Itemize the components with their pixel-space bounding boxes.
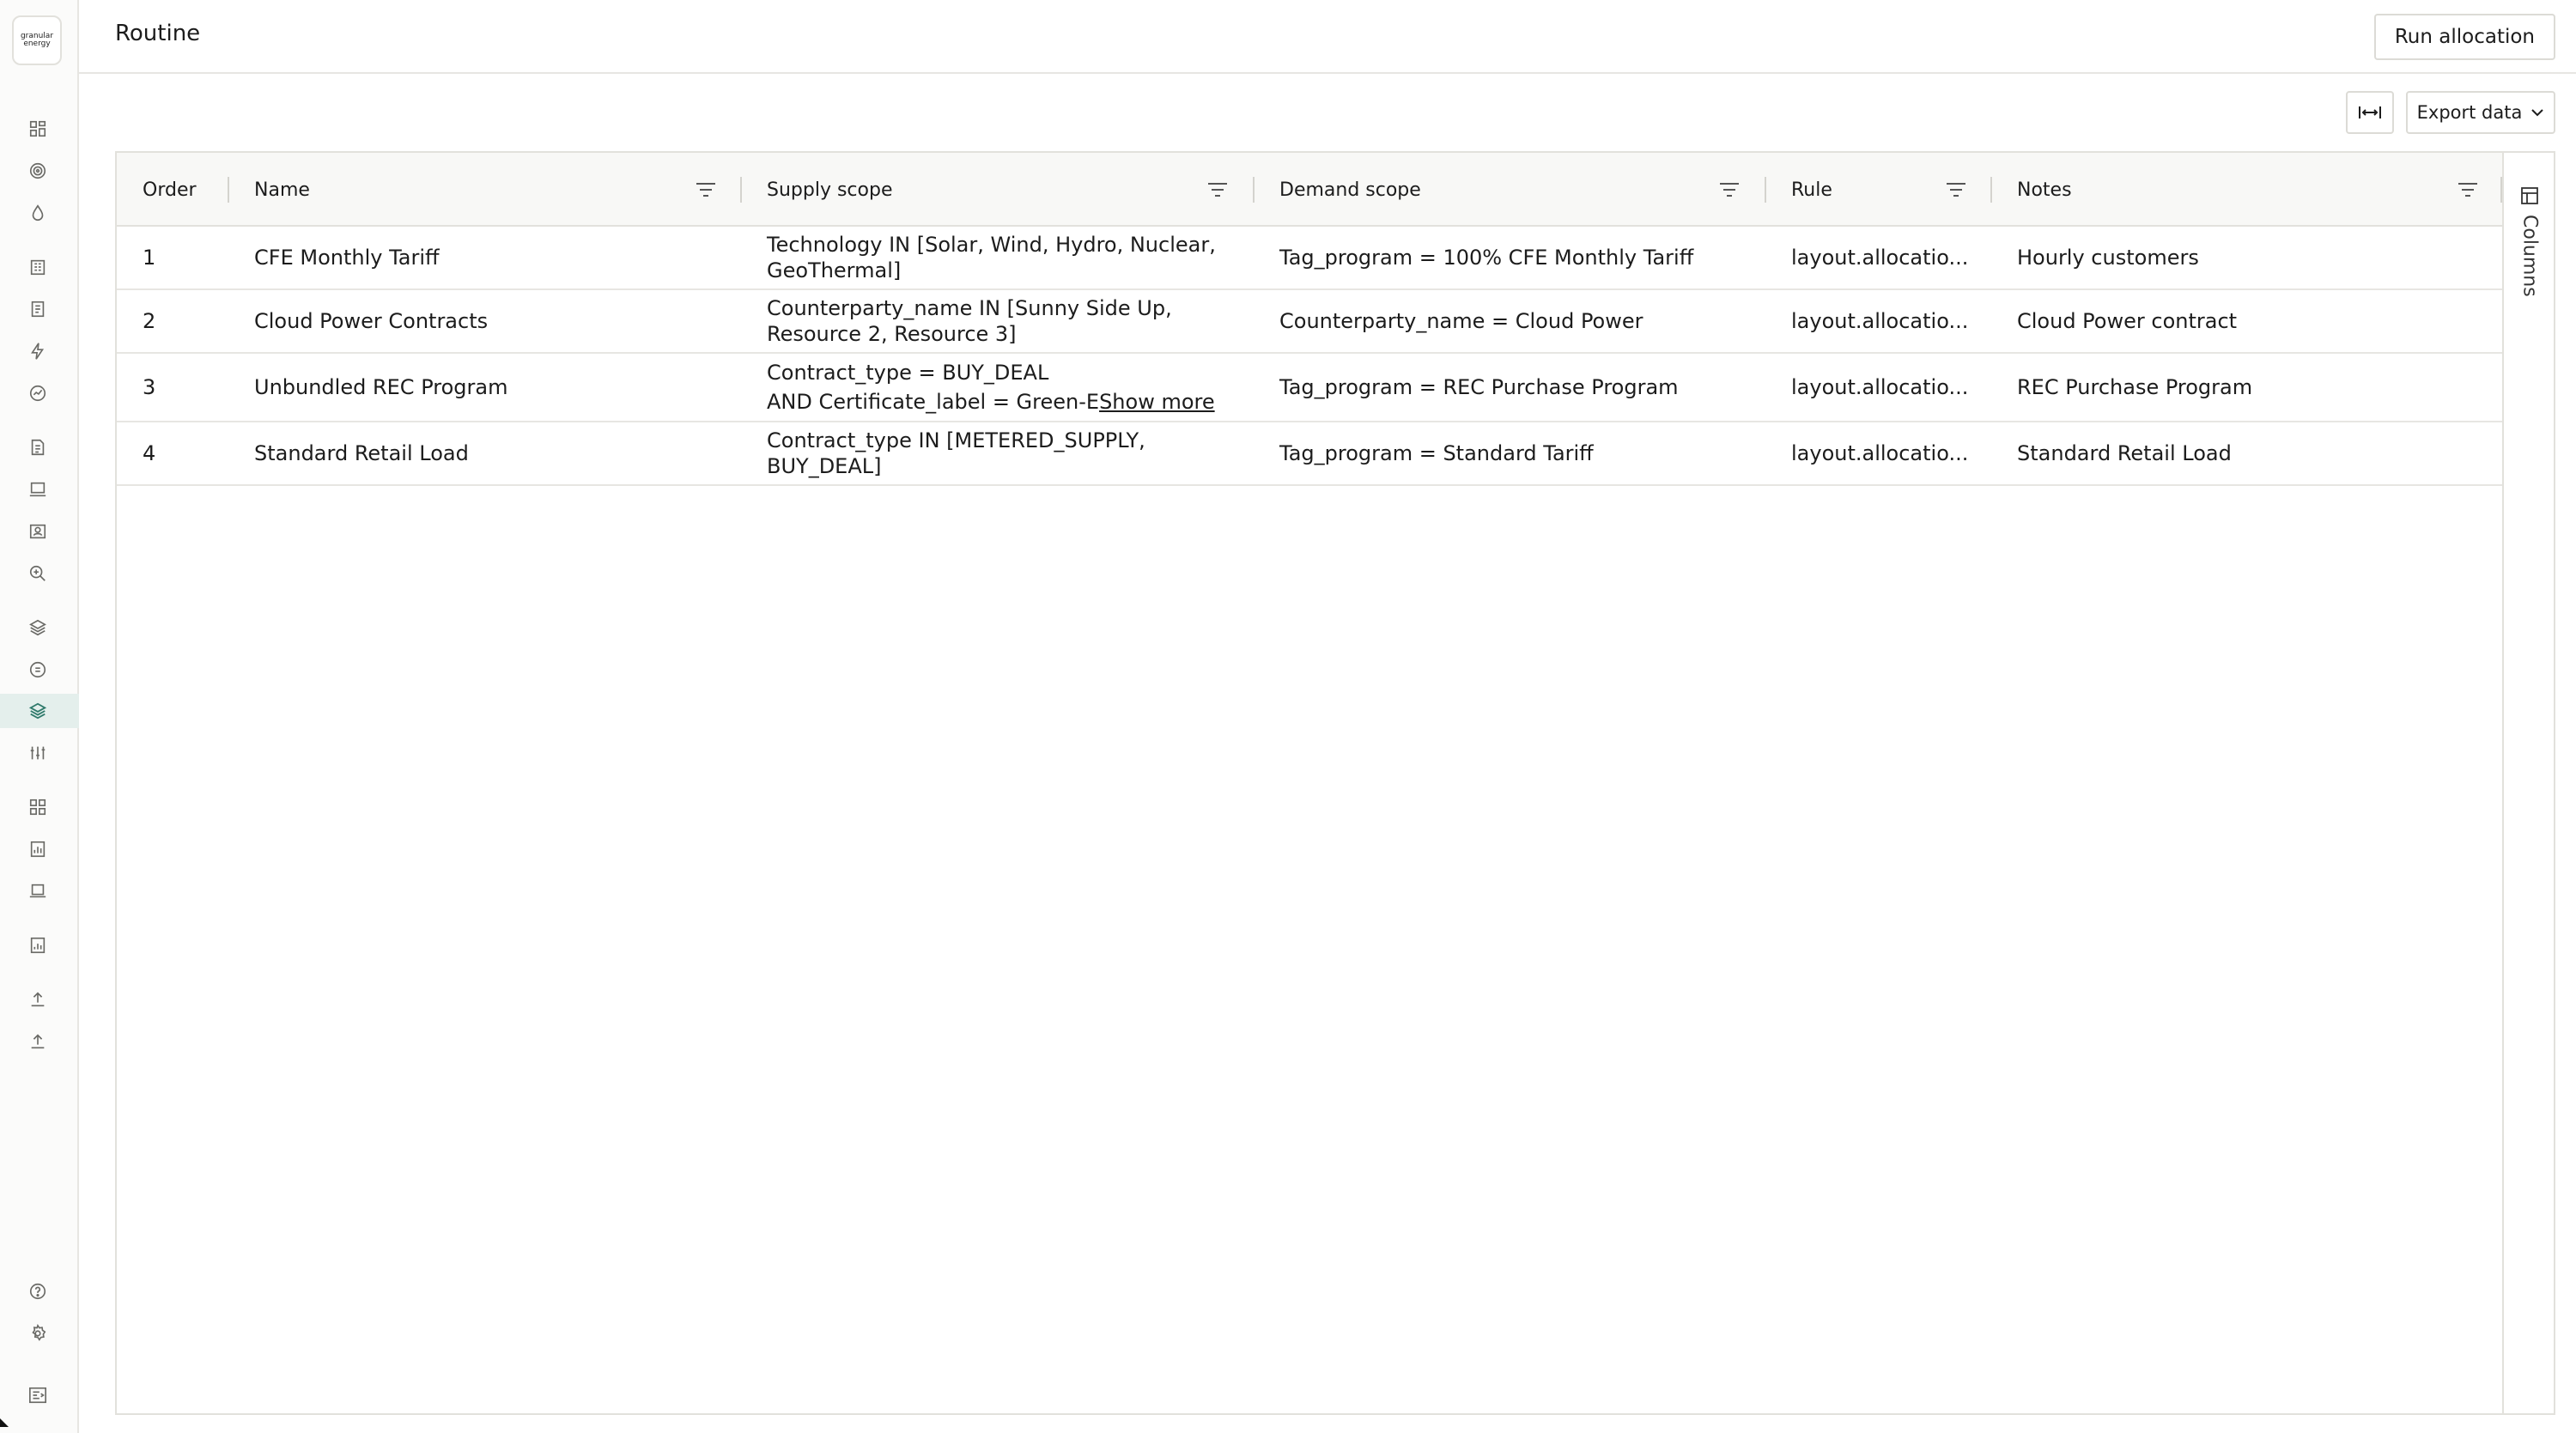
bolt-icon[interactable] <box>21 334 55 368</box>
column-header-rule[interactable]: Rule <box>1791 179 1832 201</box>
table-row[interactable] <box>117 227 2502 290</box>
gauge-icon[interactable] <box>21 376 55 410</box>
chart-doc-icon[interactable] <box>21 832 55 866</box>
table-columns-icon <box>2519 185 2540 206</box>
column-header-name[interactable]: Name <box>254 179 310 201</box>
mouse-cursor <box>0 1418 9 1427</box>
export-data-label: Export data <box>2416 102 2523 123</box>
sliders-icon[interactable] <box>21 736 55 770</box>
cell-notes: Cloud Power contract <box>2017 309 2238 333</box>
target-icon[interactable] <box>21 154 55 188</box>
chevron-down-icon <box>2530 108 2544 117</box>
supply-scope-line: Contract_type = BUY_DEAL <box>767 361 1049 385</box>
cell-supply-scope: Counterparty_name IN [Sunny Side Up, Resource 2, Resource 3] <box>767 296 1172 346</box>
cell-demand-scope: Tag_program = REC Purchase Program <box>1279 375 1679 399</box>
grid-body <box>117 153 2504 1413</box>
cell-notes: Hourly customers <box>2017 246 2199 270</box>
grid-header-row <box>117 153 2502 227</box>
search-zoom-icon[interactable] <box>21 556 55 591</box>
column-header-demand-scope[interactable]: Demand scope <box>1279 179 1421 201</box>
filter-icon[interactable] <box>1717 179 1741 200</box>
coin-icon[interactable] <box>21 653 55 687</box>
column-header-order[interactable]: Order <box>143 179 197 201</box>
column-header-supply-scope[interactable]: Supply scope <box>767 179 893 201</box>
run-allocation-button[interactable]: Run allocation <box>2374 14 2555 60</box>
report-icon[interactable] <box>21 430 55 465</box>
page-header <box>79 0 2576 74</box>
cell-rule: layout.allocatio... <box>1791 309 1969 333</box>
document-icon[interactable] <box>21 292 55 326</box>
page-title: Routine <box>115 21 201 46</box>
logo[interactable] <box>12 15 62 65</box>
cell-notes: REC Purchase Program <box>2017 375 2253 399</box>
building-icon[interactable] <box>21 250 55 284</box>
cell-name: Cloud Power Contracts <box>254 309 489 333</box>
cell-name: CFE Monthly Tariff <box>254 246 440 270</box>
layers-icon[interactable] <box>21 610 55 645</box>
cell-demand-scope: Tag_program = 100% CFE Monthly Tariff <box>1279 246 1694 270</box>
layers-active-icon[interactable] <box>21 694 55 728</box>
cell-order: 4 <box>143 441 156 465</box>
column-divider[interactable] <box>2500 177 2502 203</box>
upload-icon[interactable] <box>21 982 55 1017</box>
cell-rule: layout.allocatio... <box>1791 246 1969 270</box>
filter-icon[interactable] <box>2456 179 2480 200</box>
cell-supply-scope: Technology IN [Solar, Wind, Hydro, Nuclear, GeoThermal] <box>767 233 1216 282</box>
cell-order: 3 <box>143 375 156 399</box>
table-row[interactable] <box>117 290 2502 354</box>
export-data-dropdown[interactable] <box>2406 91 2555 134</box>
column-header-notes[interactable]: Notes <box>2017 179 2072 201</box>
table-row[interactable] <box>117 422 2502 486</box>
cell-rule: layout.allocatio... <box>1791 375 1969 399</box>
bar-report-icon[interactable] <box>21 928 55 962</box>
drop-icon[interactable] <box>21 196 55 230</box>
logo-text: granular energy <box>20 32 54 48</box>
cell-name: Standard Retail Load <box>254 441 469 465</box>
settings-icon[interactable] <box>21 1316 55 1351</box>
sidebar <box>0 0 79 1433</box>
filter-icon[interactable] <box>1206 179 1230 200</box>
cell-demand-scope: Tag_program = Standard Tariff <box>1279 441 1594 465</box>
columns-side-panel <box>2506 153 2554 1413</box>
columns-tool-tab[interactable] <box>2512 185 2547 297</box>
grid-icon[interactable] <box>21 790 55 824</box>
cell-order: 1 <box>143 246 156 270</box>
cell-supply-scope <box>741 354 1254 421</box>
cell-demand-scope: Counterparty_name = Cloud Power <box>1279 309 1643 333</box>
help-icon[interactable] <box>21 1274 55 1309</box>
cell-rule: layout.allocatio... <box>1791 441 1969 465</box>
show-more-link[interactable]: Show more <box>1099 390 1215 414</box>
collapse-sidebar-icon[interactable] <box>21 1378 55 1412</box>
fit-columns-button[interactable] <box>2346 91 2394 134</box>
contact-icon[interactable] <box>21 514 55 549</box>
cell-name: Unbundled REC Program <box>254 375 508 399</box>
supply-scope-line: AND Certificate_label = Green-EShow more <box>767 390 1215 414</box>
allocation-rules-grid <box>115 151 2555 1415</box>
table-row[interactable] <box>117 354 2502 422</box>
fit-columns-icon <box>2358 104 2382 121</box>
filter-icon[interactable] <box>694 179 718 200</box>
upload-alt-icon[interactable] <box>21 1024 55 1059</box>
monitor-icon[interactable] <box>21 472 55 507</box>
cell-order: 2 <box>143 309 156 333</box>
cell-supply-scope: Contract_type IN [METERED_SUPPLY, BUY_DEAL] <box>767 428 1145 478</box>
laptop-icon[interactable] <box>21 874 55 908</box>
cell-notes: Standard Retail Load <box>2017 441 2232 465</box>
columns-tab-label: Columns <box>2518 215 2541 297</box>
dashboard-icon[interactable] <box>21 112 55 146</box>
filter-icon[interactable] <box>1944 179 1968 200</box>
